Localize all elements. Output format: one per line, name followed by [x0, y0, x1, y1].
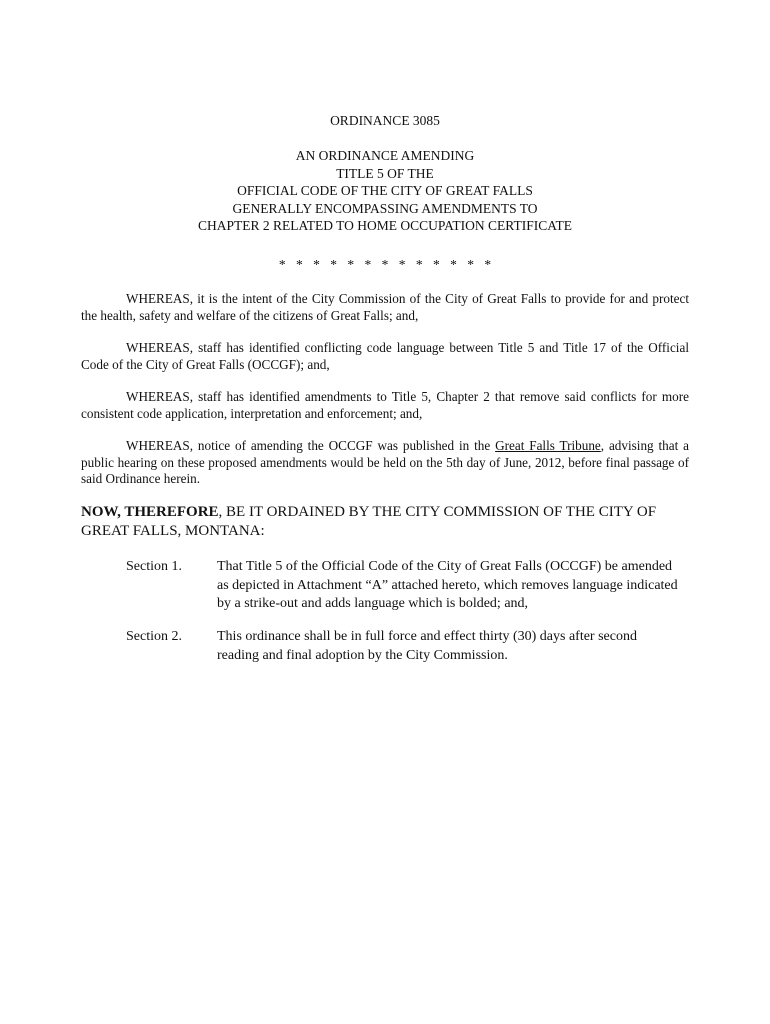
ordinance-heading — [0, 147, 770, 235]
whereas-text: , advising that a public hearing on these proposed amendments would be held on the 5th day of June, 2012, before final passage of said Ordinance herein. — [81, 438, 689, 487]
section-label: Section 1. — [126, 559, 182, 574]
newspaper-name: Great Falls Tribune — [495, 438, 601, 453]
heading-line: AN ORDINANCE AMENDING — [295, 148, 475, 163]
ordinance-number-title: ORDINANCE 3085 — [330, 113, 440, 128]
heading-line: OFFICIAL CODE OF THE CITY OF GREAT FALLS — [237, 183, 533, 198]
ordained-statement — [81, 503, 689, 540]
heading-line: GENERALLY ENCOMPASSING AMENDMENTS TO — [232, 200, 538, 216]
heading-line: TITLE 5 OF THE — [336, 165, 434, 181]
section-text: That Title 5 of the Official Code of the City of Great Falls (OCCGF) be amended as depicted in Attachment “A” attached hereto, which removes language indicated by a strike-out and adds language which is bolded; and, — [217, 559, 678, 611]
whereas-paragraph: WHEREAS, it is the intent of the City Commission of the City of Great Falls to provide for and protect the health, safety and welfare of the citizens of Great Falls; and, — [81, 291, 689, 323]
whereas-paragraph — [81, 438, 689, 488]
ordained-rest: , BE IT ORDAINED BY THE CITY COMMISSION OF THE CITY OF GREAT FALLS, MONTANA: — [81, 504, 657, 539]
whereas-text: WHEREAS, notice of amending the OCCGF was published in the — [126, 438, 496, 453]
section-text: This ordinance shall be in full force and effect thirty (30) days after second reading and final adoption by the City Commission. — [217, 629, 637, 663]
whereas-paragraph: WHEREAS, staff has identified conflicting code language between Title 5 and Title 17 of the Official Code of the City of Great Falls (OCCGF); and, — [81, 340, 689, 372]
section-label: Section 2. — [126, 629, 182, 644]
heading-line: CHAPTER 2 RELATED TO HOME OCCUPATION CERTIFICATE — [198, 218, 572, 233]
asterisk-separator: * * * * * * * * * * * * * — [278, 257, 492, 272]
whereas-paragraph: WHEREAS, staff has identified amendments to Title 5, Chapter 2 that remove said conflicts for more consistent code application, interpretation and enforcement; and, — [81, 389, 689, 421]
ordained-bold-lead: NOW, THEREFORE — [81, 504, 219, 520]
